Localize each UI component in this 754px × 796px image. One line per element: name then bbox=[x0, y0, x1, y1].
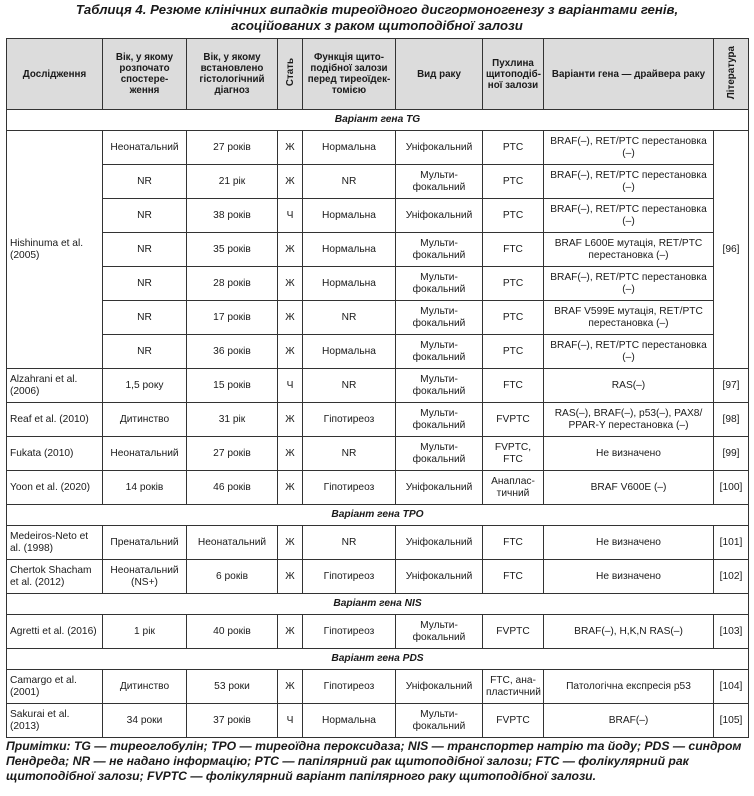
table-row bbox=[7, 267, 749, 301]
table-row bbox=[7, 403, 749, 437]
cell-driver-variants: Не визначено bbox=[544, 560, 714, 594]
cell-diagnosis-age: 17 років bbox=[187, 301, 278, 335]
cell-tumor: FVPTC bbox=[483, 615, 544, 649]
cell-cancer-type: Мульти-фокальний bbox=[396, 369, 483, 403]
cell-cancer-type: Уніфокальний bbox=[396, 471, 483, 505]
table-row bbox=[7, 335, 749, 369]
cell-diagnosis-age: Неонатальний bbox=[187, 526, 278, 560]
cell-diagnosis-age: 27 років bbox=[187, 437, 278, 471]
cell-tumor: PTC bbox=[483, 267, 544, 301]
table-row bbox=[7, 131, 749, 165]
table-row bbox=[7, 369, 749, 403]
cell-thyroid-function: NR bbox=[303, 301, 396, 335]
cell-driver-variants: BRAF V600E (–) bbox=[544, 471, 714, 505]
cell-driver-variants: BRAF V599E мутація, RET/PTC перестановка (–) bbox=[544, 301, 714, 335]
table-title-line-1: Таблиця 4. Резюме клінічних випадків тиреоїдного дисгормоногенезу з варіантами генів, bbox=[75, 2, 679, 17]
cell-sex: Ж bbox=[278, 403, 303, 437]
cell-sex: Ч bbox=[278, 704, 303, 738]
cell-tumor: FVPTC bbox=[483, 704, 544, 738]
cell-onset-age: NR bbox=[103, 165, 187, 199]
section-label: Варіант гена PDS bbox=[7, 649, 749, 670]
table-row bbox=[7, 165, 749, 199]
cell-driver-variants: BRAF(–), RET/PTC перестановка (–) bbox=[544, 131, 714, 165]
cell-thyroid-function: NR bbox=[303, 526, 396, 560]
cell-study: Medeiros-Neto et al. (1998) bbox=[7, 526, 103, 560]
section-label: Варіант гена TPO bbox=[7, 505, 749, 526]
cell-onset-age: 1,5 року bbox=[103, 369, 187, 403]
table-row bbox=[7, 199, 749, 233]
cell-thyroid-function: Нормальна bbox=[303, 335, 396, 369]
cell-diagnosis-age: 27 років bbox=[187, 131, 278, 165]
cell-diagnosis-age: 46 років bbox=[187, 471, 278, 505]
cell-onset-age: Пренатальний bbox=[103, 526, 187, 560]
cell-thyroid-function: Нормальна bbox=[303, 199, 396, 233]
cell-reference: [101] bbox=[714, 526, 749, 560]
cell-thyroid-function: Гіпотиреоз bbox=[303, 471, 396, 505]
cell-tumor: FTC, ана-пластичний bbox=[483, 670, 544, 704]
table-row bbox=[7, 615, 749, 649]
cell-tumor: Анаплас-тичний bbox=[483, 471, 544, 505]
table-row bbox=[7, 437, 749, 471]
cell-onset-age: 34 роки bbox=[103, 704, 187, 738]
cell-study: Reaf et al. (2010) bbox=[7, 403, 103, 437]
cell-study: Yoon et al. (2020) bbox=[7, 471, 103, 505]
section-row bbox=[7, 505, 749, 526]
cell-onset-age: Дитинство bbox=[103, 670, 187, 704]
cell-cancer-type: Мульти-фокальний bbox=[396, 615, 483, 649]
cell-thyroid-function: NR bbox=[303, 165, 396, 199]
section-label: Варіант гена TG bbox=[7, 110, 749, 131]
cell-onset-age: Неонатальний (NS+) bbox=[103, 560, 187, 594]
cell-reference: [96] bbox=[714, 131, 749, 369]
header-row bbox=[7, 39, 749, 110]
cell-driver-variants: BRAF(–), H,K,N RAS(–) bbox=[544, 615, 714, 649]
cell-diagnosis-age: 21 рік bbox=[187, 165, 278, 199]
cell-onset-age: 14 років bbox=[103, 471, 187, 505]
cell-tumor: FTC bbox=[483, 369, 544, 403]
cell-cancer-type: Мульти-фокальний bbox=[396, 335, 483, 369]
cell-diagnosis-age: 31 рік bbox=[187, 403, 278, 437]
cell-cancer-type: Уніфокальний bbox=[396, 560, 483, 594]
cell-onset-age: Неонатальний bbox=[103, 437, 187, 471]
cell-sex: Ж bbox=[278, 615, 303, 649]
cell-driver-variants: BRAF L600E мутація, RET/PTC перестановка (–) bbox=[544, 233, 714, 267]
cell-tumor: PTC bbox=[483, 335, 544, 369]
cell-thyroid-function: Гіпотиреоз bbox=[303, 560, 396, 594]
cell-sex: Ж bbox=[278, 233, 303, 267]
cell-onset-age: NR bbox=[103, 335, 187, 369]
cell-diagnosis-age: 6 років bbox=[187, 560, 278, 594]
col-header-tumor: Пухлина щитоподіб-ної залози bbox=[483, 39, 544, 110]
col-header-onset-age: Вік, у якому розпочато спостере-ження bbox=[103, 39, 187, 110]
cell-reference: [99] bbox=[714, 437, 749, 471]
cell-onset-age: NR bbox=[103, 301, 187, 335]
cell-onset-age: NR bbox=[103, 199, 187, 233]
table-notes: Примітки: TG — тиреоглобулін; TPO — тиреоїдна пероксидаза; NIS — транспортер натрію та йоду; PDS — синдром Пендреда; NR — не надано інформацію; PTC — папілярний рак щитоподібної залози; FTC — фолікулярний рак щитоподібної залози; FVPTC — фолікулярний варіант папілярного раку щитоподібної залози. bbox=[6, 739, 742, 783]
cell-sex: Ж bbox=[278, 437, 303, 471]
col-header-cancer-type: Вид раку bbox=[396, 39, 483, 110]
cell-thyroid-function: Гіпотиреоз bbox=[303, 615, 396, 649]
table-row bbox=[7, 670, 749, 704]
cell-reference: [97] bbox=[714, 369, 749, 403]
cell-driver-variants: Патологічна експресія p53 bbox=[544, 670, 714, 704]
cell-tumor: FVPTC, FTC bbox=[483, 437, 544, 471]
cell-cancer-type: Мульти-фокальний bbox=[396, 301, 483, 335]
col-header-diagnosis-age: Вік, у якому встановлено гістологічний діагноз bbox=[187, 39, 278, 110]
cell-study: Chertok Shacham et al. (2012) bbox=[7, 560, 103, 594]
cell-cancer-type: Мульти-фокальний bbox=[396, 704, 483, 738]
cell-tumor: PTC bbox=[483, 301, 544, 335]
cell-thyroid-function: Гіпотиреоз bbox=[303, 670, 396, 704]
table-row bbox=[7, 704, 749, 738]
col-header-thyroid-function: Функція щито-подібної залози перед тиреоїдек-томією bbox=[303, 39, 396, 110]
table-row bbox=[7, 526, 749, 560]
cell-driver-variants: BRAF(–), RET/PTC перестановка (–) bbox=[544, 267, 714, 301]
cell-sex: Ж bbox=[278, 267, 303, 301]
cell-driver-variants: BRAF(–), RET/PTC перестановка (–) bbox=[544, 165, 714, 199]
table-row bbox=[7, 471, 749, 505]
cell-diagnosis-age: 28 років bbox=[187, 267, 278, 301]
cell-cancer-type: Уніфокальний bbox=[396, 131, 483, 165]
cell-sex: Ж bbox=[278, 301, 303, 335]
table-row bbox=[7, 233, 749, 267]
cell-reference: [100] bbox=[714, 471, 749, 505]
section-row bbox=[7, 110, 749, 131]
clinical-cases-table bbox=[6, 38, 749, 738]
cell-diagnosis-age: 53 роки bbox=[187, 670, 278, 704]
cell-driver-variants: Не визначено bbox=[544, 526, 714, 560]
cell-study: Fukata (2010) bbox=[7, 437, 103, 471]
cell-onset-age: Дитинство bbox=[103, 403, 187, 437]
cell-driver-variants: RAS(–), BRAF(–), p53(–), PAX8/ PPAR-Y перестановка (–) bbox=[544, 403, 714, 437]
cell-onset-age: 1 рік bbox=[103, 615, 187, 649]
cell-cancer-type: Мульти-фокальний bbox=[396, 267, 483, 301]
cell-study: Hishinuma et al. (2005) bbox=[7, 131, 103, 369]
table-body bbox=[7, 110, 749, 738]
cell-sex: Ж bbox=[278, 670, 303, 704]
cell-tumor: PTC bbox=[483, 199, 544, 233]
cell-cancer-type: Уніфокальний bbox=[396, 670, 483, 704]
cell-onset-age: NR bbox=[103, 233, 187, 267]
cell-sex: Ж bbox=[278, 526, 303, 560]
col-header-references: Література bbox=[714, 39, 749, 110]
table-row bbox=[7, 560, 749, 594]
cell-thyroid-function: Нормальна bbox=[303, 131, 396, 165]
col-header-study: Дослідження bbox=[7, 39, 103, 110]
cell-driver-variants: BRAF(–), RET/PTC перестановка (–) bbox=[544, 199, 714, 233]
table-title bbox=[0, 2, 754, 34]
cell-driver-variants: BRAF(–) bbox=[544, 704, 714, 738]
cell-sex: Ж bbox=[278, 335, 303, 369]
cell-tumor: FTC bbox=[483, 560, 544, 594]
cell-tumor: FTC bbox=[483, 233, 544, 267]
cell-driver-variants: BRAF(–), RET/PTC перестановка (–) bbox=[544, 335, 714, 369]
cell-sex: Ж bbox=[278, 471, 303, 505]
cell-tumor: PTC bbox=[483, 165, 544, 199]
section-label: Варіант гена NIS bbox=[7, 594, 749, 615]
table-row bbox=[7, 301, 749, 335]
table-title-line-2: асоційованих з раком щитоподібної залози bbox=[231, 18, 523, 33]
cell-tumor: FTC bbox=[483, 526, 544, 560]
cell-cancer-type: Уніфокальний bbox=[396, 526, 483, 560]
cell-onset-age: NR bbox=[103, 267, 187, 301]
cell-reference: [98] bbox=[714, 403, 749, 437]
cell-diagnosis-age: 38 років bbox=[187, 199, 278, 233]
cell-thyroid-function: NR bbox=[303, 369, 396, 403]
cell-study: Alzahrani et al. (2006) bbox=[7, 369, 103, 403]
cell-reference: [105] bbox=[714, 704, 749, 738]
cell-cancer-type: Уніфокальний bbox=[396, 199, 483, 233]
cell-diagnosis-age: 15 років bbox=[187, 369, 278, 403]
cell-reference: [103] bbox=[714, 615, 749, 649]
cell-study: Agretti et al. (2016) bbox=[7, 615, 103, 649]
cell-diagnosis-age: 40 років bbox=[187, 615, 278, 649]
cell-sex: Ч bbox=[278, 369, 303, 403]
cell-cancer-type: Мульти-фокальний bbox=[396, 403, 483, 437]
col-header-sex: Стать bbox=[278, 39, 303, 110]
cell-reference: [104] bbox=[714, 670, 749, 704]
cell-sex: Ж bbox=[278, 165, 303, 199]
cell-reference: [102] bbox=[714, 560, 749, 594]
cell-thyroid-function: NR bbox=[303, 437, 396, 471]
cell-cancer-type: Мульти-фокальний bbox=[396, 233, 483, 267]
cell-driver-variants: Не визначено bbox=[544, 437, 714, 471]
cell-cancer-type: Мульти-фокальний bbox=[396, 165, 483, 199]
cell-study: Camargo et al. (2001) bbox=[7, 670, 103, 704]
cell-thyroid-function: Гіпотиреоз bbox=[303, 403, 396, 437]
cell-cancer-type: Мульти-фокальний bbox=[396, 437, 483, 471]
cell-sex: Ж bbox=[278, 560, 303, 594]
section-row bbox=[7, 649, 749, 670]
cell-tumor: FVPTC bbox=[483, 403, 544, 437]
cell-study: Sakurai et al. (2013) bbox=[7, 704, 103, 738]
section-row bbox=[7, 594, 749, 615]
col-header-driver-variants: Варіанти гена — драйвера раку bbox=[544, 39, 714, 110]
cell-onset-age: Неонатальний bbox=[103, 131, 187, 165]
cell-sex: Ж bbox=[278, 131, 303, 165]
cell-tumor: PTC bbox=[483, 131, 544, 165]
cell-thyroid-function: Нормальна bbox=[303, 233, 396, 267]
cell-diagnosis-age: 37 років bbox=[187, 704, 278, 738]
cell-sex: Ч bbox=[278, 199, 303, 233]
cell-thyroid-function: Нормальна bbox=[303, 267, 396, 301]
cell-diagnosis-age: 35 років bbox=[187, 233, 278, 267]
cell-thyroid-function: Нормальна bbox=[303, 704, 396, 738]
cell-driver-variants: RAS(–) bbox=[544, 369, 714, 403]
cell-diagnosis-age: 36 років bbox=[187, 335, 278, 369]
